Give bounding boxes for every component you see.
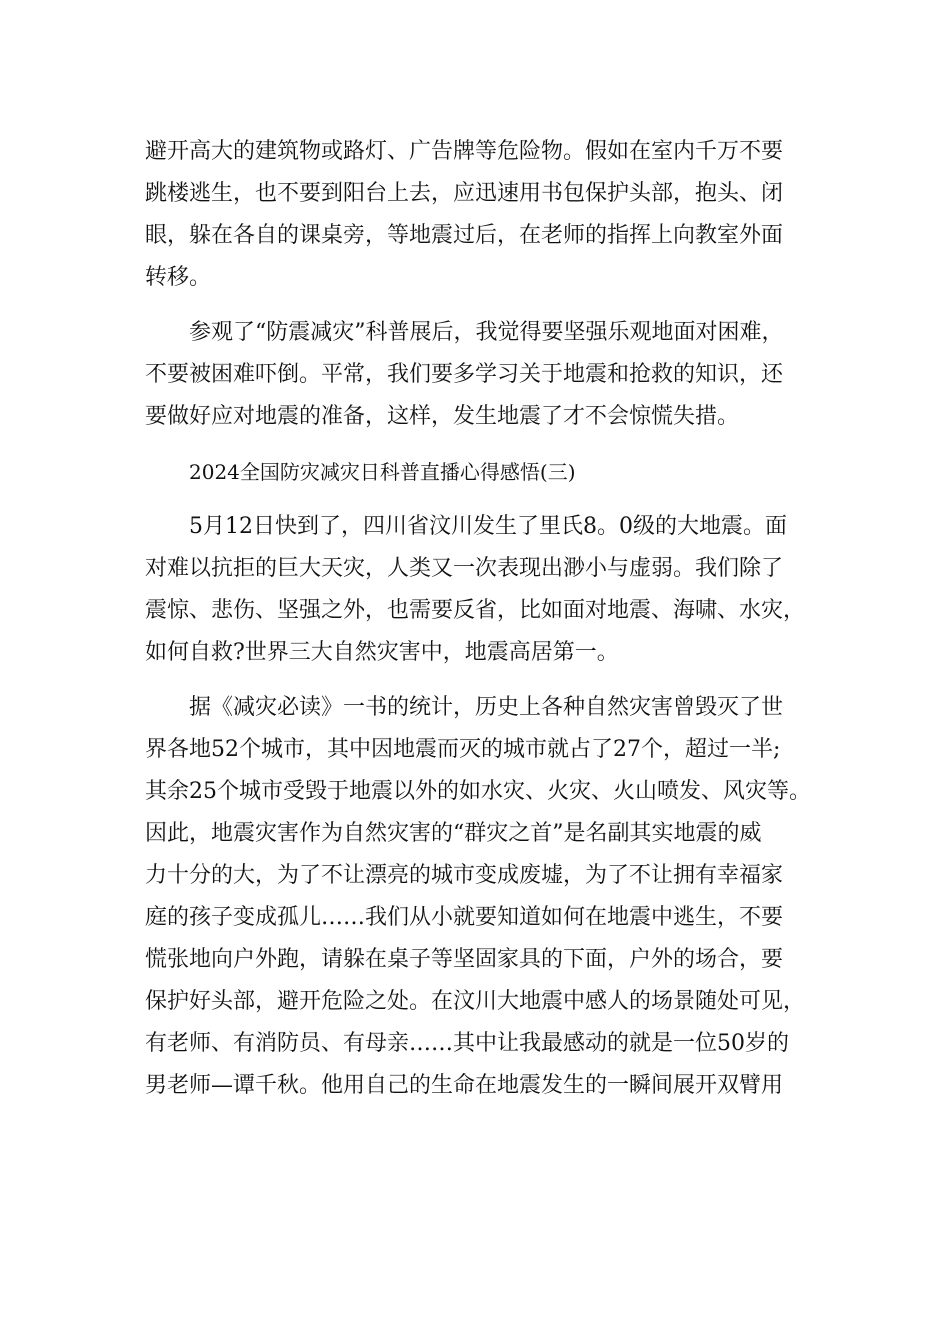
text-line: 如何自救?世界三大自然灾害中，地震高居第一。 bbox=[145, 640, 619, 665]
text-line: 避开高大的建筑物或路灯、广告牌等危险物。假如在室内千万不要 bbox=[145, 139, 784, 164]
text-line: 力十分的大，为了不让漂亮的城市变成废墟，为了不让拥有幸福家 bbox=[145, 863, 784, 888]
paragraph-exhibition bbox=[145, 312, 825, 438]
section-title: 2024全国防灾减灾日科普直播心得感悟(三) bbox=[189, 460, 576, 484]
text-line: 眼，躲在各自的课桌旁，等地震过后，在老师的指挥上向教室外面 bbox=[145, 223, 784, 248]
document-body bbox=[145, 131, 825, 1107]
text-line: 男老师—谭千秋。他用自己的生命在地震发生的一瞬间展开双臂用 bbox=[145, 1073, 784, 1098]
text-line: 参观了“防震减灾”科普展后，我觉得要坚强乐观地面对困难， bbox=[189, 320, 784, 345]
text-line: 慌张地向户外跑，请躲在桌子等坚固家具的下面，户外的场合，要 bbox=[145, 947, 784, 972]
text-line: 要做好应对地震的准备，这样，发生地震了才不会惊慌失措。 bbox=[145, 404, 740, 429]
text-line: 5月12日快到了，四川省汶川发生了里氏8。0级的大地震。面 bbox=[189, 514, 787, 539]
text-line: 转移。 bbox=[145, 265, 212, 290]
text-line: 庭的孩子变成孤儿……我们从小就要知道如何在地震中逃生，不要 bbox=[145, 905, 784, 930]
text-line: 跳楼逃生，也不要到阳台上去，应迅速用书包保护头部，抱头、闭 bbox=[145, 181, 784, 206]
text-line: 其余25个城市受毁于地震以外的如水灾、火灾、火山喷发、风灾等。 bbox=[145, 779, 811, 804]
text-line: 界各地52个城市，其中因地震而灭的城市就占了27个，超过一半; bbox=[145, 737, 781, 762]
paragraph-continuation bbox=[145, 131, 825, 299]
text-line: 有老师、有消防员、有母亲……其中让我最感动的就是一位50岁的 bbox=[145, 1031, 789, 1056]
section-heading bbox=[145, 451, 825, 493]
paragraph-wenchuan bbox=[145, 506, 825, 674]
text-line: 对难以抗拒的巨大天灾，人类又一次表现出渺小与虚弱。我们除了 bbox=[145, 556, 784, 581]
text-line: 据《减灾必读》一书的统计，历史上各种自然灾害曾毁灭了世 bbox=[189, 695, 784, 720]
text-line: 保护好头部，避开危险之处。在汶川大地震中感人的场景随处可见， bbox=[145, 989, 806, 1014]
text-line: 不要被困难吓倒。平常，我们要多学习关于地震和抢救的知识，还 bbox=[145, 362, 784, 387]
paragraph-statistics bbox=[145, 687, 825, 1107]
text-line: 震惊、悲伤、坚强之外，也需要反省，比如面对地震、海啸、水灾， bbox=[145, 598, 806, 623]
text-line: 因此，地震灾害作为自然灾害的“群灾之首”是名副其实地震的威 bbox=[145, 821, 762, 846]
